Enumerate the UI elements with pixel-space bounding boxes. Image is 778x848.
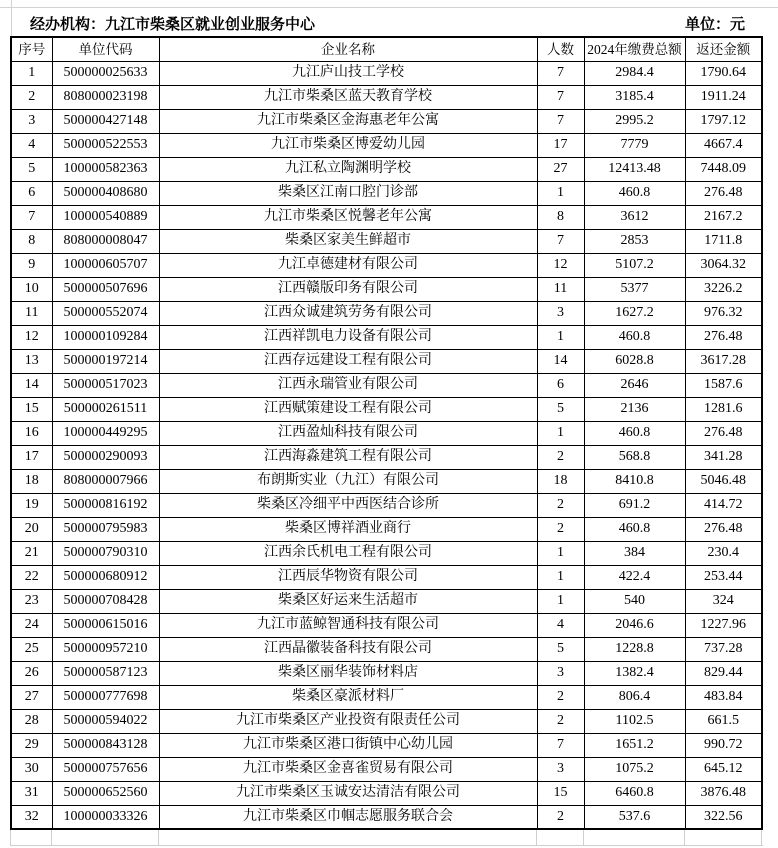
cell-no: 21 xyxy=(11,541,52,565)
cell-refund: 483.84 xyxy=(685,685,762,709)
cell-code: 500000816192 xyxy=(52,493,159,517)
cell-count: 17 xyxy=(537,133,584,157)
cell-count: 7 xyxy=(537,733,584,757)
cell-refund: 276.48 xyxy=(685,517,762,541)
cell-name: 柴桑区博祥酒业商行 xyxy=(159,517,537,541)
cell-count: 1 xyxy=(537,565,584,589)
cell-refund: 1797.12 xyxy=(685,109,762,133)
cell-code: 500000615016 xyxy=(52,613,159,637)
cell-code: 500000290093 xyxy=(52,445,159,469)
cell-total: 460.8 xyxy=(584,517,685,541)
cell-name: 九江市柴桑区金喜雀贸易有限公司 xyxy=(159,757,537,781)
cell-name: 柴桑区豪派材料厂 xyxy=(159,685,537,709)
cell-code: 500000197214 xyxy=(52,349,159,373)
column-header-name: 企业名称 xyxy=(159,37,537,61)
cell-refund: 1227.96 xyxy=(685,613,762,637)
cell-refund: 1911.24 xyxy=(685,85,762,109)
cell-code: 500000522553 xyxy=(52,133,159,157)
table-row xyxy=(11,325,762,349)
table-row xyxy=(11,613,762,637)
cell-name: 江西晶徽装备科技有限公司 xyxy=(159,637,537,661)
cell-name: 九江市柴桑区蓝天教育学校 xyxy=(159,85,537,109)
cell-total: 806.4 xyxy=(584,685,685,709)
cell-code: 500000408680 xyxy=(52,181,159,205)
cell-no: 3 xyxy=(11,109,52,133)
cell-name: 九江市柴桑区金海惠老年公寓 xyxy=(159,109,537,133)
spreadsheet-gridline-top xyxy=(0,7,778,8)
cell-count: 2 xyxy=(537,493,584,517)
empty-cell xyxy=(685,830,762,845)
table-row xyxy=(11,397,762,421)
cell-code: 500000757656 xyxy=(52,757,159,781)
cell-total: 460.8 xyxy=(584,325,685,349)
cell-total: 2984.4 xyxy=(584,61,685,85)
cell-count: 8 xyxy=(537,205,584,229)
cell-refund: 3617.28 xyxy=(685,349,762,373)
cell-total: 2995.2 xyxy=(584,109,685,133)
cell-name: 柴桑区丽华装饰材料店 xyxy=(159,661,537,685)
cell-total: 568.8 xyxy=(584,445,685,469)
cell-name: 江西永瑞管业有限公司 xyxy=(159,373,537,397)
cell-name: 柴桑区江南口腔门诊部 xyxy=(159,181,537,205)
cell-name: 九江私立陶渊明学校 xyxy=(159,157,537,181)
cell-no: 8 xyxy=(11,229,52,253)
cell-total: 1382.4 xyxy=(584,661,685,685)
cell-count: 1 xyxy=(537,181,584,205)
cell-name: 江西赣版印务有限公司 xyxy=(159,277,537,301)
cell-name: 江西盈灿科技有限公司 xyxy=(159,421,537,445)
column-header-refund: 返还金额 xyxy=(685,37,762,61)
cell-total: 6028.8 xyxy=(584,349,685,373)
cell-no: 2 xyxy=(11,85,52,109)
table-body xyxy=(11,61,762,829)
cell-count: 7 xyxy=(537,61,584,85)
cell-count: 4 xyxy=(537,613,584,637)
table-row xyxy=(11,157,762,181)
cell-name: 九江市蓝鲸智通科技有限公司 xyxy=(159,613,537,637)
cell-count: 2 xyxy=(537,685,584,709)
cell-refund: 645.12 xyxy=(685,757,762,781)
agency-label: 经办机构：九江市柴桑区就业创业服务中心 xyxy=(30,15,316,33)
cell-code: 500000708428 xyxy=(52,589,159,613)
column-header-count: 人数 xyxy=(537,37,584,61)
cell-total: 3185.4 xyxy=(584,85,685,109)
cell-no: 22 xyxy=(11,565,52,589)
cell-total: 2046.6 xyxy=(584,613,685,637)
table-row xyxy=(11,541,762,565)
cell-no: 13 xyxy=(11,349,52,373)
cell-refund: 3064.32 xyxy=(685,253,762,277)
cell-name: 江西海淼建筑工程有限公司 xyxy=(159,445,537,469)
cell-code: 100000540889 xyxy=(52,205,159,229)
cell-code: 808000023198 xyxy=(52,85,159,109)
cell-name: 九江卓德建材有限公司 xyxy=(159,253,537,277)
cell-total: 2136 xyxy=(584,397,685,421)
cell-count: 2 xyxy=(537,709,584,733)
table-row xyxy=(11,493,762,517)
cell-code: 500000790310 xyxy=(52,541,159,565)
cell-no: 26 xyxy=(11,661,52,685)
cell-name: 九江市柴桑区玉诚安达清洁有限公司 xyxy=(159,781,537,805)
cell-name: 江西辰华物资有限公司 xyxy=(159,565,537,589)
cell-refund: 661.5 xyxy=(685,709,762,733)
table-row xyxy=(11,205,762,229)
cell-refund: 230.4 xyxy=(685,541,762,565)
cell-count: 6 xyxy=(537,373,584,397)
cell-name: 布朗斯实业（九江）有限公司 xyxy=(159,469,537,493)
cell-code: 100000582363 xyxy=(52,157,159,181)
table-row xyxy=(11,181,762,205)
cell-total: 6460.8 xyxy=(584,781,685,805)
cell-count: 2 xyxy=(537,445,584,469)
column-header-no: 序号 xyxy=(11,37,52,61)
cell-no: 23 xyxy=(11,589,52,613)
table-header-row xyxy=(11,37,762,61)
cell-no: 19 xyxy=(11,493,52,517)
cell-count: 2 xyxy=(537,805,584,829)
cell-count: 1 xyxy=(537,541,584,565)
cell-count: 5 xyxy=(537,637,584,661)
cell-total: 422.4 xyxy=(584,565,685,589)
cell-total: 1102.5 xyxy=(584,709,685,733)
cell-refund: 737.28 xyxy=(685,637,762,661)
cell-no: 30 xyxy=(11,757,52,781)
cell-code: 100000033326 xyxy=(52,805,159,829)
cell-refund: 3226.2 xyxy=(685,277,762,301)
cell-count: 15 xyxy=(537,781,584,805)
cell-total: 384 xyxy=(584,541,685,565)
cell-total: 3612 xyxy=(584,205,685,229)
cell-refund: 7448.09 xyxy=(685,157,762,181)
cell-no: 28 xyxy=(11,709,52,733)
empty-cell xyxy=(159,830,537,845)
cell-code: 500000957210 xyxy=(52,637,159,661)
cell-refund: 1281.6 xyxy=(685,397,762,421)
cell-count: 14 xyxy=(537,349,584,373)
column-header-code: 单位代码 xyxy=(52,37,159,61)
cell-no: 18 xyxy=(11,469,52,493)
cell-count: 3 xyxy=(537,661,584,685)
cell-code: 500000843128 xyxy=(52,733,159,757)
table-row xyxy=(11,445,762,469)
cell-refund: 253.44 xyxy=(685,565,762,589)
cell-no: 11 xyxy=(11,301,52,325)
empty-cell xyxy=(11,830,52,845)
table-row xyxy=(11,565,762,589)
cell-count: 7 xyxy=(537,229,584,253)
table-row xyxy=(11,109,762,133)
cell-code: 500000517023 xyxy=(52,373,159,397)
cell-no: 27 xyxy=(11,685,52,709)
cell-code: 100000605707 xyxy=(52,253,159,277)
cell-name: 九江市柴桑区产业投资有限责任公司 xyxy=(159,709,537,733)
cell-count: 18 xyxy=(537,469,584,493)
cell-total: 7779 xyxy=(584,133,685,157)
table-row xyxy=(11,781,762,805)
cell-total: 2646 xyxy=(584,373,685,397)
empty-cell xyxy=(584,830,685,845)
cell-refund: 5046.48 xyxy=(685,469,762,493)
cell-total: 12413.48 xyxy=(584,157,685,181)
table-row xyxy=(11,709,762,733)
cell-count: 5 xyxy=(537,397,584,421)
cell-no: 25 xyxy=(11,637,52,661)
cell-no: 1 xyxy=(11,61,52,85)
cell-count: 27 xyxy=(537,157,584,181)
cell-count: 11 xyxy=(537,277,584,301)
cell-count: 1 xyxy=(537,421,584,445)
table-row xyxy=(11,301,762,325)
cell-no: 7 xyxy=(11,205,52,229)
cell-count: 7 xyxy=(537,109,584,133)
cell-count: 1 xyxy=(537,325,584,349)
cell-name: 江西余氏机电工程有限公司 xyxy=(159,541,537,565)
cell-count: 1 xyxy=(537,589,584,613)
cell-code: 500000025633 xyxy=(52,61,159,85)
cell-total: 1075.2 xyxy=(584,757,685,781)
table-title-row xyxy=(0,10,778,36)
cell-refund: 990.72 xyxy=(685,733,762,757)
cell-no: 12 xyxy=(11,325,52,349)
table-row xyxy=(11,373,762,397)
cell-code: 500000261511 xyxy=(52,397,159,421)
cell-no: 4 xyxy=(11,133,52,157)
table-row xyxy=(11,85,762,109)
cell-name: 柴桑区冷细平中西医结合诊所 xyxy=(159,493,537,517)
cell-refund: 322.56 xyxy=(685,805,762,829)
cell-name: 江西赋策建设工程有限公司 xyxy=(159,397,537,421)
empty-cell xyxy=(537,830,584,845)
cell-refund: 1711.8 xyxy=(685,229,762,253)
cell-code: 500000587123 xyxy=(52,661,159,685)
cell-name: 九江市柴桑区悦馨老年公寓 xyxy=(159,205,537,229)
table-row xyxy=(11,757,762,781)
unit-label: 单位：元 xyxy=(684,15,745,33)
table-row xyxy=(11,517,762,541)
table-row xyxy=(11,733,762,757)
cell-no: 14 xyxy=(11,373,52,397)
cell-refund: 4667.4 xyxy=(685,133,762,157)
cell-total: 691.2 xyxy=(584,493,685,517)
cell-refund: 829.44 xyxy=(685,661,762,685)
cell-no: 6 xyxy=(11,181,52,205)
cell-code: 808000007966 xyxy=(52,469,159,493)
cell-total: 2853 xyxy=(584,229,685,253)
cell-refund: 276.48 xyxy=(685,421,762,445)
table-row xyxy=(11,277,762,301)
cell-total: 1228.8 xyxy=(584,637,685,661)
cell-total: 8410.8 xyxy=(584,469,685,493)
cell-name: 柴桑区好运来生活超市 xyxy=(159,589,537,613)
table-row xyxy=(11,229,762,253)
cell-code: 500000795983 xyxy=(52,517,159,541)
cell-name: 九江市柴桑区港口街镇中心幼儿园 xyxy=(159,733,537,757)
cell-total: 1627.2 xyxy=(584,301,685,325)
table-row xyxy=(11,253,762,277)
cell-no: 17 xyxy=(11,445,52,469)
cell-count: 2 xyxy=(537,517,584,541)
cell-refund: 414.72 xyxy=(685,493,762,517)
cell-total: 540 xyxy=(584,589,685,613)
cell-count: 12 xyxy=(537,253,584,277)
cell-code: 500000507696 xyxy=(52,277,159,301)
cell-total: 460.8 xyxy=(584,421,685,445)
table-row xyxy=(11,61,762,85)
cell-refund: 1587.6 xyxy=(685,373,762,397)
table-row xyxy=(11,133,762,157)
cell-no: 15 xyxy=(11,397,52,421)
empty-spreadsheet-row xyxy=(10,830,763,846)
cell-no: 32 xyxy=(11,805,52,829)
cell-code: 100000109284 xyxy=(52,325,159,349)
cell-refund: 276.48 xyxy=(685,325,762,349)
cell-name: 九江市柴桑区博爱幼儿园 xyxy=(159,133,537,157)
cell-name: 九江市柴桑区巾帼志愿服务联合会 xyxy=(159,805,537,829)
cell-total: 5107.2 xyxy=(584,253,685,277)
cell-refund: 341.28 xyxy=(685,445,762,469)
cell-refund: 1790.64 xyxy=(685,61,762,85)
cell-refund: 276.48 xyxy=(685,181,762,205)
table-row xyxy=(11,637,762,661)
cell-code: 808000008047 xyxy=(52,229,159,253)
cell-total: 5377 xyxy=(584,277,685,301)
cell-total: 460.8 xyxy=(584,181,685,205)
cell-name: 江西祥凯电力设备有限公司 xyxy=(159,325,537,349)
cell-no: 24 xyxy=(11,613,52,637)
cell-no: 9 xyxy=(11,253,52,277)
cell-no: 20 xyxy=(11,517,52,541)
cell-code: 500000427148 xyxy=(52,109,159,133)
table-row xyxy=(11,685,762,709)
table-row xyxy=(11,349,762,373)
cell-code: 500000652560 xyxy=(52,781,159,805)
cell-code: 100000449295 xyxy=(52,421,159,445)
cell-count: 3 xyxy=(537,301,584,325)
cell-total: 537.6 xyxy=(584,805,685,829)
cell-name: 柴桑区家美生鲜超市 xyxy=(159,229,537,253)
cell-no: 29 xyxy=(11,733,52,757)
cell-code: 500000777698 xyxy=(52,685,159,709)
column-header-total: 2024年缴费总额 xyxy=(584,37,685,61)
cell-no: 16 xyxy=(11,421,52,445)
table-row xyxy=(11,421,762,445)
cell-count: 3 xyxy=(537,757,584,781)
cell-no: 5 xyxy=(11,157,52,181)
empty-cell xyxy=(52,830,159,845)
fee-refund-table xyxy=(10,36,763,830)
cell-refund: 2167.2 xyxy=(685,205,762,229)
cell-refund: 324 xyxy=(685,589,762,613)
cell-code: 500000552074 xyxy=(52,301,159,325)
cell-name: 江西存远建设工程有限公司 xyxy=(159,349,537,373)
table-row xyxy=(11,805,762,829)
cell-count: 7 xyxy=(537,85,584,109)
cell-no: 31 xyxy=(11,781,52,805)
cell-refund: 3876.48 xyxy=(685,781,762,805)
cell-total: 1651.2 xyxy=(584,733,685,757)
cell-refund: 976.32 xyxy=(685,301,762,325)
cell-name: 江西众诚建筑劳务有限公司 xyxy=(159,301,537,325)
table-row xyxy=(11,469,762,493)
table-row xyxy=(11,589,762,613)
cell-no: 10 xyxy=(11,277,52,301)
table-row xyxy=(11,661,762,685)
cell-code: 500000680912 xyxy=(52,565,159,589)
cell-name: 九江庐山技工学校 xyxy=(159,61,537,85)
cell-code: 500000594022 xyxy=(52,709,159,733)
